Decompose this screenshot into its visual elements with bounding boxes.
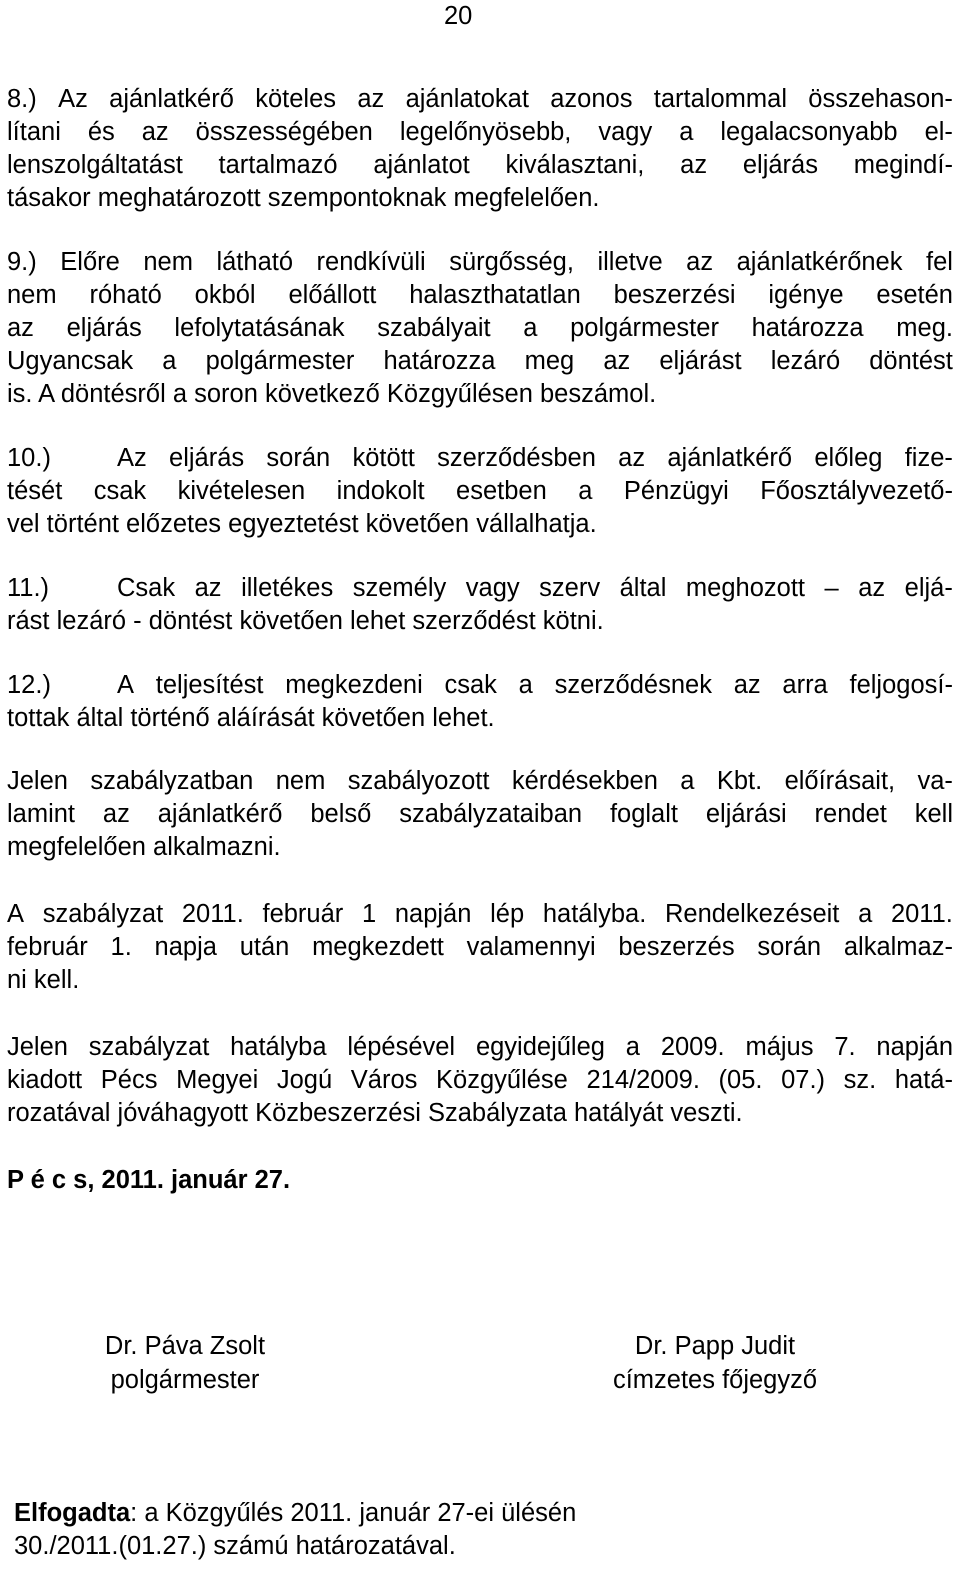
justified-line <box>7 769 953 795</box>
word: május <box>745 1033 814 1061</box>
word: által <box>619 574 667 602</box>
paragraph-label: 10.) <box>7 444 51 472</box>
word: azonos <box>550 85 633 113</box>
word: valamennyi <box>466 933 596 961</box>
line-text: ni kell. <box>7 966 80 994</box>
word: határozza <box>751 314 864 342</box>
word: va- <box>917 767 953 795</box>
justified-line <box>7 576 953 602</box>
word: indokolt <box>336 477 425 505</box>
word: 214/2009. <box>586 1066 700 1094</box>
word: az <box>686 248 714 276</box>
word: tését <box>7 477 63 505</box>
word: során <box>266 444 331 472</box>
word: az <box>7 314 34 342</box>
word: róható <box>89 281 162 309</box>
word: polgármester <box>570 314 719 342</box>
word: okból <box>194 281 256 309</box>
word: Csak <box>117 574 176 602</box>
word: során <box>757 933 822 961</box>
word: sz. <box>843 1066 877 1094</box>
word: fel <box>926 248 953 276</box>
word: és <box>87 118 115 146</box>
word: 2011. <box>890 900 953 928</box>
word: eljárást <box>659 347 742 375</box>
word: megkezdett <box>312 933 444 961</box>
justified-line <box>7 87 953 113</box>
word: (05. <box>718 1066 763 1094</box>
label-and-first-word <box>7 446 147 472</box>
word: nem <box>143 248 193 276</box>
word: előírásait, <box>784 767 896 795</box>
word: eljárás <box>66 314 142 342</box>
justified-line <box>7 153 953 179</box>
word: kérdésekben <box>511 767 658 795</box>
word: Jelen <box>7 767 68 795</box>
word: szabályzat <box>88 1033 210 1061</box>
word: Ugyancsak <box>7 347 134 375</box>
word: el- <box>924 118 953 146</box>
word: a <box>679 118 694 146</box>
word: Közgyűlése <box>436 1066 568 1094</box>
word: 9.) <box>7 248 37 276</box>
line-text: vel történt előzetes egyeztetést követően vállalhatja. <box>7 510 597 538</box>
word: lezáró <box>770 347 841 375</box>
line-text: rást lezáró - döntést követően lehet szerződést kötni. <box>7 607 604 635</box>
word: kötött <box>352 444 415 472</box>
word: megkezdeni <box>285 671 423 699</box>
word: 1. <box>110 933 132 961</box>
word: halaszthatatlan <box>409 281 581 309</box>
signature-left-title: polgármester <box>110 1366 260 1394</box>
word: nem <box>275 767 326 795</box>
word: csak <box>93 477 147 505</box>
word: szabályzat <box>42 900 164 928</box>
word: Az <box>117 444 147 472</box>
word: belső <box>310 800 372 828</box>
paragraph-label: 11.) <box>7 574 50 602</box>
word: 07.) <box>781 1066 826 1094</box>
word: személy <box>352 574 447 602</box>
word: napján <box>876 1033 953 1061</box>
signature-right-title: címzetes főjegyző <box>612 1366 818 1394</box>
label-and-first-word <box>7 576 175 602</box>
justified-line <box>7 250 953 276</box>
word: megindí- <box>853 151 953 179</box>
word: esetén <box>876 281 953 309</box>
word: fize- <box>904 444 953 472</box>
word: az <box>102 800 130 828</box>
word: sürgősség, <box>449 248 574 276</box>
line-text: megfelelően alkalmazni. <box>7 833 281 861</box>
word: A <box>7 900 25 928</box>
approval-line-1 <box>14 1501 576 1527</box>
word: alkalmaz- <box>843 933 953 961</box>
word: Pénzügyi <box>623 477 729 505</box>
word: hatályba. <box>542 900 647 928</box>
word: ajánlatkérő <box>109 85 234 113</box>
label-and-first-word <box>7 673 134 699</box>
word: előállott <box>288 281 377 309</box>
word: lépésével <box>347 1033 456 1061</box>
word: 2009. <box>660 1033 725 1061</box>
word: szabályait <box>377 314 491 342</box>
word: a <box>523 314 538 342</box>
word: lefolytatásának <box>174 314 345 342</box>
word: lép <box>490 900 525 928</box>
word: ajánlatkérő <box>667 444 793 472</box>
word: ajánlatkérő <box>157 800 283 828</box>
word: vagy <box>465 574 520 602</box>
word: kiadott <box>7 1066 83 1094</box>
word: 7. <box>834 1033 856 1061</box>
word: teljesítést <box>155 671 264 699</box>
word: vagy <box>598 118 653 146</box>
justified-line <box>7 120 953 146</box>
word: – <box>824 574 839 602</box>
word: Város <box>350 1066 418 1094</box>
signature-right-name: Dr. Papp Judit <box>634 1332 796 1360</box>
word: a <box>162 347 177 375</box>
word: szerv <box>539 574 601 602</box>
approval-label: Elfogadta <box>14 1499 131 1527</box>
word: Előre <box>60 248 120 276</box>
word: összességében <box>195 118 373 146</box>
word: nem <box>7 281 57 309</box>
word: eljárás <box>169 444 245 472</box>
word: Megyei <box>176 1066 259 1094</box>
word: 2011. <box>181 900 244 928</box>
word: eljárás <box>742 151 818 179</box>
word: meghozott <box>685 574 805 602</box>
word: meg <box>524 347 575 375</box>
word: ajánlatkérőnek <box>736 248 903 276</box>
word: után <box>239 933 290 961</box>
word: szabályozott <box>347 767 490 795</box>
word: napja <box>154 933 217 961</box>
paragraph-label: 12.) <box>7 671 51 699</box>
word: hatályba <box>230 1033 327 1061</box>
word: polgármester <box>205 347 355 375</box>
line-text: tásakor meghatározott szempontoknak megfelelően. <box>7 184 600 212</box>
word: igénye <box>768 281 844 309</box>
word: kivételesen <box>177 477 306 505</box>
word: az <box>680 151 708 179</box>
line-text: rozatával jóváhagyott Közbeszerzési Szabályzata hatályát veszti. <box>7 1099 743 1127</box>
word: február <box>262 900 344 928</box>
word: eljárási <box>705 800 787 828</box>
word: Főosztályvezető- <box>760 477 953 505</box>
word: a <box>680 767 695 795</box>
page-number: 20 <box>444 2 473 30</box>
word: beszerzési <box>613 281 736 309</box>
word: szabályzataiban <box>399 800 583 828</box>
word: eljá- <box>904 574 953 602</box>
word: ajánlatot <box>373 151 470 179</box>
word: köteles <box>255 85 337 113</box>
word: a <box>858 900 873 928</box>
word: kell <box>914 800 953 828</box>
word: arra <box>782 671 828 699</box>
justified-line <box>7 479 953 505</box>
approval-text: : a Közgyűlés 2011. január 27-ei ülésén <box>130 1499 577 1527</box>
word: legalacsonyabb <box>720 118 898 146</box>
word: az <box>194 574 222 602</box>
word: február <box>7 933 88 961</box>
word: a <box>625 1033 640 1061</box>
word: beszerzés <box>618 933 735 961</box>
signature-left-name: Dr. Páva Zsolt <box>104 1332 266 1360</box>
word: ajánlatokat <box>405 85 529 113</box>
word: 1 <box>361 900 377 928</box>
word: Rendelkezéseit <box>665 900 840 928</box>
word: illetékes <box>241 574 334 602</box>
word: szerződésnek <box>554 671 712 699</box>
word: Pécs <box>100 1066 158 1094</box>
word: az <box>141 118 169 146</box>
word: rendet <box>814 800 887 828</box>
word: Az <box>58 85 88 113</box>
justified-line <box>7 349 953 375</box>
justified-line <box>7 446 953 472</box>
word: Jelen <box>7 1033 68 1061</box>
word: a <box>518 671 533 699</box>
word: az <box>603 347 631 375</box>
word: lítani <box>7 118 61 146</box>
justified-line <box>7 316 953 342</box>
justified-line <box>7 673 953 699</box>
word: látható <box>216 248 294 276</box>
word: egyidejűleg <box>475 1033 605 1061</box>
line-text: is. A döntésről a soron következő Közgyűlésen beszámol. <box>7 380 657 408</box>
word: az <box>357 85 385 113</box>
justified-line <box>7 1035 953 1061</box>
word: foglalt <box>609 800 678 828</box>
justified-line <box>7 283 953 309</box>
word: legelőnyösebb, <box>399 118 572 146</box>
word: tartalommal <box>653 85 787 113</box>
justified-line <box>7 802 953 828</box>
word: csak <box>444 671 497 699</box>
word: 8.) <box>7 85 37 113</box>
word: tartalmazó <box>218 151 338 179</box>
word: összehason- <box>808 85 953 113</box>
word: Kbt. <box>716 767 763 795</box>
place-date: P é c s, 2011. január 27. <box>7 1166 291 1194</box>
word: feljogosí- <box>849 671 953 699</box>
word: lamint <box>7 800 76 828</box>
word: az <box>858 574 886 602</box>
word: az <box>733 671 761 699</box>
word: lenszolgáltatást <box>7 151 183 179</box>
word: Jogú <box>276 1066 333 1094</box>
word: szerződésben <box>437 444 596 472</box>
approval-line-2: 30./2011.(01.27.) számú határozatával. <box>14 1532 456 1560</box>
word: esetben <box>456 477 547 505</box>
word: szabályzatban <box>90 767 254 795</box>
word: A <box>117 671 135 699</box>
word: napján <box>394 900 472 928</box>
line-text: tottak által történő aláírását követően lehet. <box>7 704 495 732</box>
justified-line <box>7 902 953 928</box>
word: döntést <box>869 347 953 375</box>
word: kiválasztani, <box>505 151 645 179</box>
justified-line <box>7 935 953 961</box>
word: rendkívüli <box>316 248 426 276</box>
word: a <box>578 477 593 505</box>
word: meg. <box>896 314 953 342</box>
justified-line <box>7 1068 953 1094</box>
word: illetve <box>597 248 663 276</box>
word: előleg <box>814 444 883 472</box>
word: határozza <box>383 347 496 375</box>
word: hatá- <box>894 1066 953 1094</box>
word: az <box>618 444 646 472</box>
